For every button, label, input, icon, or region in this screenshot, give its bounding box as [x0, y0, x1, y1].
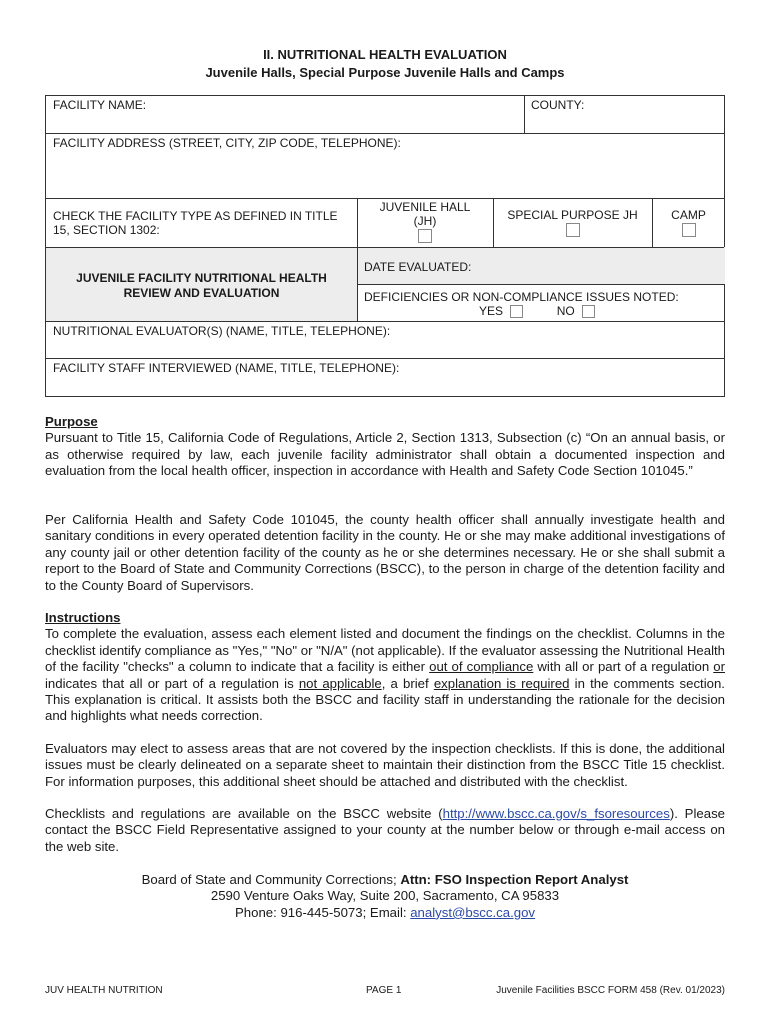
special-purpose-option	[493, 208, 652, 237]
instructions-paragraph-1: To complete the evaluation, assess each element listed and document the findings on the checklist. Columns in the checklist identify compliance as "Yes," "No" or "N/A" (not applicable). If the evaluator assessing the Nutritional Health of the facility "checks" a column to indicate that a facility is either out of compliance with all or part of a regulation or indicates that all or part of a regulation is not applicable, a brief explanation is required in the comments section. This explanation is critical. It assists both the BSCC and facility staff in understanding the rationale for the decision and highlights what needs correction.	[45, 626, 725, 724]
camp-checkbox[interactable]	[682, 223, 696, 237]
county-label: COUNTY:	[531, 98, 585, 112]
deficiencies-no-checkbox[interactable]	[582, 305, 595, 318]
instructions-paragraph-3: Checklists and regulations are available on the BSCC website (http://www.bscc.ca.gov/s_fsoresources). Please contact the BSCC Field Representative assigned to your county at the number below or through e-mail access on the web site.	[45, 806, 725, 854]
facility-address-label: FACILITY ADDRESS (STREET, CITY, ZIP CODE, TELEPHONE):	[53, 136, 401, 150]
instructions-heading: Instructions	[45, 610, 121, 625]
document-title: II. NUTRITIONAL HEALTH EVALUATION	[263, 47, 507, 62]
evaluators-label: NUTRITIONAL EVALUATOR(S) (NAME, TITLE, TELEPHONE):	[53, 324, 391, 338]
date-evaluated-field[interactable]	[482, 253, 719, 279]
evaluators-field[interactable]	[53, 339, 719, 356]
document-subtitle: Juvenile Halls, Special Purpose Juvenile Halls and Camps	[205, 65, 565, 80]
facility-info-form	[45, 95, 725, 397]
deficiencies-options	[479, 304, 595, 318]
contact-block	[45, 872, 725, 921]
contact-line-1: Board of State and Community Corrections; Attn: FSO Inspection Report Analyst	[141, 872, 629, 887]
instructions-section	[45, 610, 725, 725]
camp-option	[652, 208, 725, 237]
instructions-paragraph-2: Evaluators may elect to assess areas that are not covered by the inspection checklists. If this is done, the additional issues must be clearly delineated on a separate sheet to maintain their distinction from the BSCC Title 15 checklist. For information purposes, this additional sheet should be attached and distributed with the checklist.	[45, 741, 725, 789]
facility-address-field[interactable]	[53, 152, 719, 196]
yes-label: YES	[479, 304, 504, 318]
purpose-section	[45, 414, 725, 480]
deficiencies-yes-checkbox[interactable]	[510, 305, 523, 318]
date-evaluated-label: DATE EVALUATED:	[364, 260, 472, 274]
contact-line-3: Phone: 916-445-5073; Email: analyst@bscc.ca.gov	[234, 904, 536, 920]
staff-interviewed-field[interactable]	[53, 376, 719, 394]
facility-name-field[interactable]	[53, 112, 518, 131]
purpose-paragraph-1: Pursuant to Title 15, California Code of Regulations, Article 2, Section 1313, Subsection (c) “On an annual basis, or as otherwise required by law, each juvenile facility administrator shall obtain a documented inspection and evaluation from the local health officer, inspection in accordance with Health and Safety Code Section 101045.”	[45, 430, 725, 479]
email-link[interactable]: analyst@bscc.ca.gov	[410, 904, 536, 920]
no-label: NO	[556, 304, 575, 318]
juvenile-hall-label: JUVENILE HALL	[379, 200, 471, 214]
juvenile-hall-option	[357, 200, 493, 243]
juvenile-hall-checkbox[interactable]	[418, 229, 432, 243]
staff-interviewed-label: FACILITY STAFF INTERVIEWED (NAME, TITLE, TELEPHONE):	[53, 361, 400, 375]
purpose-paragraph-2: Per California Health and Safety Code 101045, the county health officer shall annually investigate health and sanitary conditions in every operated detention facility in the county. He or she may make additional investigations of any county jail or other detention facility of the county as he or she determines necessary. He or she shall submit a report to the Board of State and Community Corrections (BSCC), to the person in charge of the detention facility and to the County Board of Supervisors.	[45, 512, 725, 593]
footer-page-number: PAGE 1	[366, 985, 402, 996]
review-title	[54, 271, 349, 300]
county-field[interactable]	[531, 112, 719, 131]
bscc-website-link[interactable]: http://www.bscc.ca.gov/s_fsoresources	[442, 806, 670, 821]
juvenile-hall-abbrev: (JH)	[413, 214, 437, 228]
special-purpose-checkbox[interactable]	[566, 223, 580, 237]
review-title-line2: REVIEW AND EVALUATION	[123, 286, 280, 300]
facility-type-label: CHECK THE FACILITY TYPE AS DEFINED IN TITLE 15, SECTION 1302:	[53, 209, 338, 237]
camp-label: CAMP	[671, 208, 706, 222]
deficiencies-label: DEFICIENCIES OR NON-COMPLIANCE ISSUES NOTED:	[364, 290, 679, 304]
footer-form-id: Juvenile Facilities BSCC FORM 458 (Rev. 01/2023)	[496, 985, 725, 996]
contact-line-2: 2590 Venture Oaks Way, Suite 200, Sacramento, CA 95833	[210, 888, 560, 904]
purpose-heading: Purpose	[45, 414, 98, 429]
footer-left: JUV HEALTH NUTRITION	[45, 985, 163, 996]
review-title-line1: JUVENILE FACILITY NUTRITIONAL HEALTH	[76, 271, 327, 285]
facility-name-label: FACILITY NAME:	[53, 98, 147, 112]
special-purpose-label: SPECIAL PURPOSE JH	[507, 208, 638, 222]
